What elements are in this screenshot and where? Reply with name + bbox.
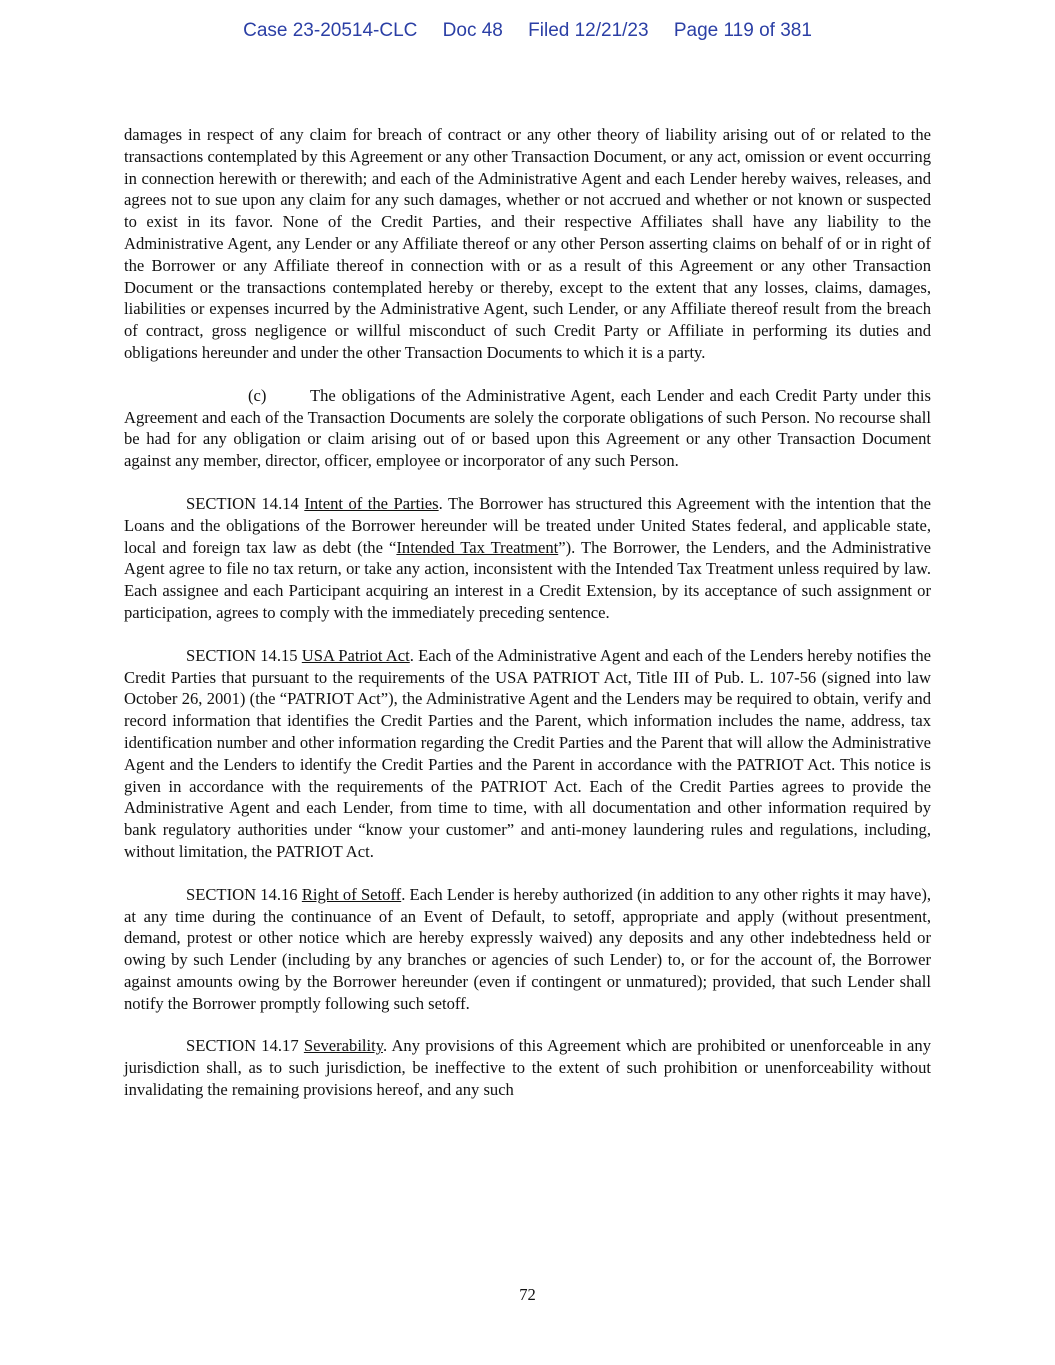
section-heading: Intent of the Parties [304,493,439,513]
section-heading: Severability [303,1036,383,1056]
section-heading: USA Patriot Act [301,645,410,665]
case-number: Case 23-20514-CLC [243,20,418,41]
page-of-total: Page 119 of 381 [673,20,812,41]
page-number: 72 [519,1285,536,1304]
item-label-c: (c) [248,385,267,405]
paragraph-damages-continued: damages in respect of any claim for breach of contract or any other theory of liability arising out of or related to the transactions contemplated by this Agreement or any other Transaction Document, or any act, omission or event occurring in connection herewith or therewith; and each of the Administrative Agent and each Lender hereby waives, releases, and agrees not to sue upon any claim for any such damages, whether or not accrued and whether or not known or suspected to exist in its favor. None of the Credit Parties, and their respective Affiliates shall have any liability to the Administrative Agent, any Lender or any Affiliate thereof or any other Person asserting claims on behalf of or in right of the Borrower or any Affiliate thereof in connection with or as a result of this Agreement or any other Transaction Document or the transactions contemplated hereby or thereby, except to the extent that any losses, claims, damages, liabilities or expenses incurred by the Administrative Agent, such Lender, or any Affiliate thereof result from the breach of contract, gross negligence or willful misconduct of such Credit Party or Affiliate in performing its duties and obligations hereunder and under the other Transaction Documents to which it is a party. [124,125,931,362]
section-number: SECTION 14.14 [186,493,299,513]
paragraph-c-obligations [124,385,931,472]
section-text: . The Borrower has structured this Agreement with the intention that the Loans and the obligations of the Borrower hereunder will be treated under United States federal, and applicable state, local and foreign tax law as debt (the “ [124,493,931,557]
section-14-14 [124,493,931,624]
section-number: SECTION 14.16 [186,884,298,904]
defined-term: Intended Tax Treatment [396,537,559,557]
filed-date: Filed 12/21/23 [528,20,649,41]
section-text: . Each of the Administrative Agent and each of the Lenders hereby notifies the Credit Parties that pursuant to the requirements of the USA PATRIOT Act, Title III of Pub. L. 107-56 (signed into law October 26, 2001) (the “PATRIOT Act”), the Administrative Agent and the Lenders may be required to obtain, verify and record information that identifies the Credit Parties and the Parent, which information includes the name, address, tax identification number and other information regarding the Credit Parties and the Parent that will allow the Administrative Agent and the Lenders to identify the Credit Parties and the Parent in accordance with the PATRIOT Act. This notice is given in accordance with the requirements of the PATRIOT Act. Each of the Credit Parties agrees to provide the Administrative Agent and each Lender, from time to time, with all documentation and other information required by bank regulatory authorities under “know your customer” and anti-money laundering rules and regulations, including, without limitation, the PATRIOT Act. [124,645,932,861]
document-number: Doc 48 [442,20,503,41]
section-text: ”). The Borrower, the Lenders, and the Administrative Agent agree to file no tax return, or take any action, inconsistent with the Intended Tax Treatment unless required by law. Each assignee and each Participant acquiring an interest in a Credit Extension, by its acceptance of such assignment or participation, agrees to comply with the immediately preceding sentence. [124,537,931,622]
section-heading: Right of Setoff [301,884,402,904]
section-number: SECTION 14.17 [186,1036,299,1056]
section-14-15 [124,645,931,863]
section-text: . Each Lender is hereby authorized (in addition to any other rights it may have), at any time during the continuance of an Event of Default, to setoff, appropriate and apply (without presentment, demand, protest or other notice which are hereby expressly waived) any deposits and any other indebtedness held or owing by such Lender (including by any branches or agencies of such Lender) to, or for the account of, the Borrower against amounts owing by the Borrower hereunder (even if contingent or unmatured); provided, that such Lender shall notify the Borrower promptly following such setoff. [124,884,931,1013]
section-number: SECTION 14.15 [186,645,298,665]
document-body [124,124,931,1122]
section-14-17 [124,1035,931,1100]
paragraph-c-text: The obligations of the Administrative Agent, each Lender and each Credit Party under this Agreement and each of the Transaction Documents are solely the corporate obligations of such Person. No recourse shall be had for any obligation or claim arising out of or based upon this Agreement or any other Transaction Document against any member, director, officer, employee or incorporator of any such Person. [124,385,931,471]
section-text: . Any provisions of this Agreement which are prohibited or unenforceable in any jurisdiction shall, as to such jurisdiction, be ineffective to the extent of such prohibition or unenforceability without invalidating the remaining provisions hereof, and any such [124,1036,931,1100]
court-filing-header [0,20,1055,42]
section-14-16 [124,884,931,1015]
